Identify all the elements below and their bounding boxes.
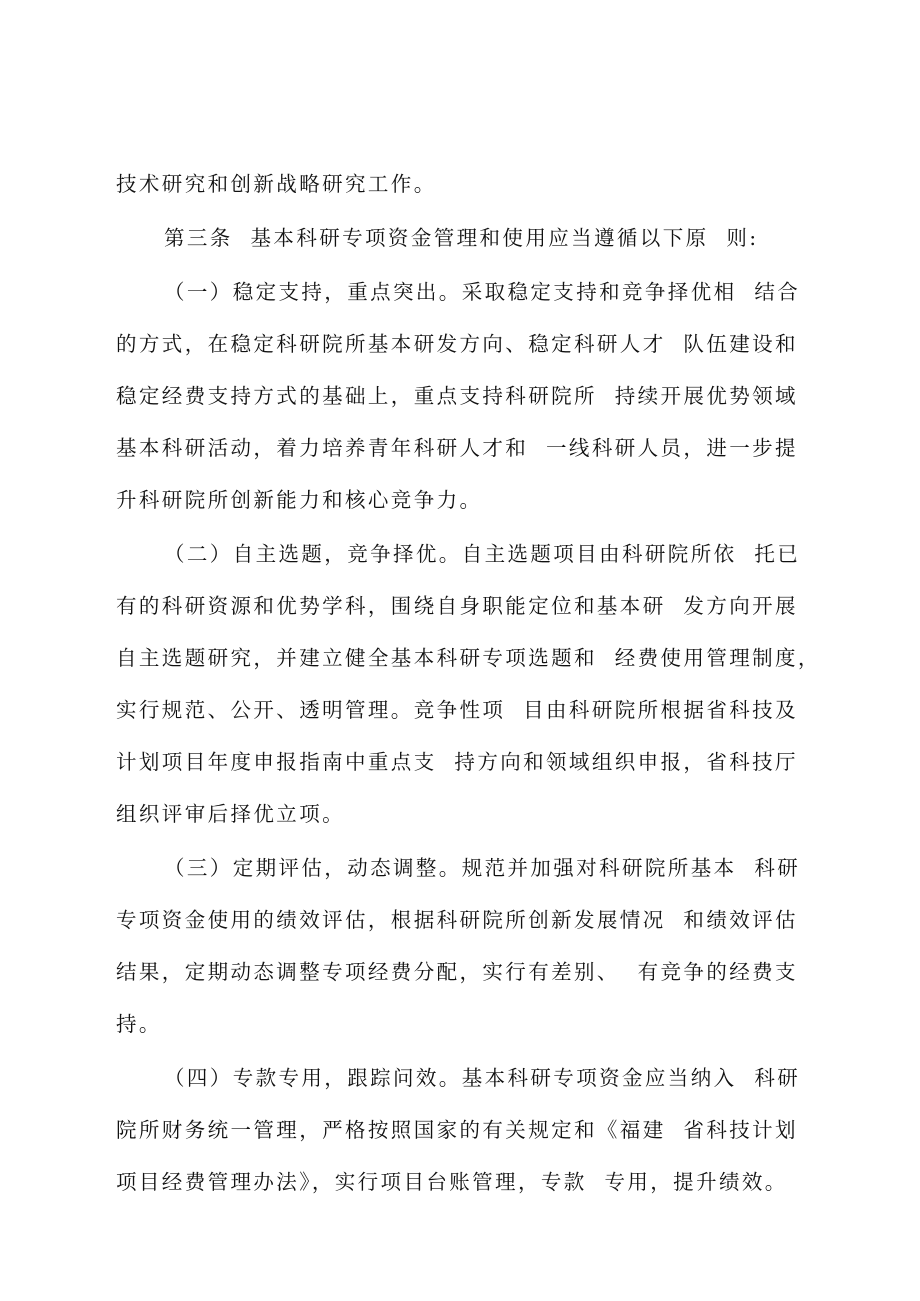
text-line-1: 技术研究和创新战略研究工作。 [116,172,437,196]
clause-2-line-2: 有的科研资源和优势学科，围绕自身职能定位和基本研 发方向开展 [116,594,798,618]
clause-2-line-1: （二）自主选题，竞争择优。自主选题项目由科研院所依 托已 [164,542,801,566]
clause-3-line-3: 结果，定期动态调整专项经费分配，实行有差别、 有竞争的经费支 [116,960,798,984]
clause-1-line-2: 的方式，在稳定科研院所基本研发方向、稳定科研人才 队伍建设和 [116,332,798,356]
clause-1-line-1: （一）稳定支持，重点突出。采取稳定支持和竞争择优相 结合 [164,280,801,304]
clause-4-line-3: 项目经费管理办法》，实行项目台账管理，专款 专用，提升绩效。 [116,1170,788,1194]
clause-2-line-3: 自主选题研究，并建立健全基本科研专项选题和 经费使用管理制度， [116,646,821,670]
clause-4-line-2: 院所财务统一管理，严格按照国家的有关规定和《福建 省科技计划 [116,1118,798,1142]
article-heading-line: 第三条 基本科研专项资金管理和使用应当遵循以下原 则: [164,226,759,250]
clause-2-line-5: 计划项目年度申报指南中重点支 持方向和领域组织申报，省科技厅 [116,750,798,774]
clause-1-line-3: 稳定经费支持方式的基础上，重点支持科研院所 持续开展优势领域 [116,384,798,408]
clause-2-line-4: 实行规范、公开、透明管理。竞争性项 目由科研院所根据省科技及 [116,698,798,722]
clause-2-line-6: 组织评审后择优立项。 [116,802,345,826]
clause-3-line-2: 专项资金使用的绩效评估，根据科研院所创新发展情况 和绩效评估 [116,908,798,932]
clause-4-line-1: （四）专款专用，跟踪问效。基本科研专项资金应当纳入 科研 [164,1066,801,1090]
clause-3-line-1: （三）定期评估，动态调整。规范并加强对科研院所基本 科研 [164,856,801,880]
clause-3-line-4: 持。 [116,1012,162,1036]
clause-1-line-5: 升科研院所创新能力和核心竞争力。 [116,488,483,512]
clause-1-line-4: 基本科研活动，着力培养青年科研人才和 一线科研人员，进一步提 [116,436,798,460]
